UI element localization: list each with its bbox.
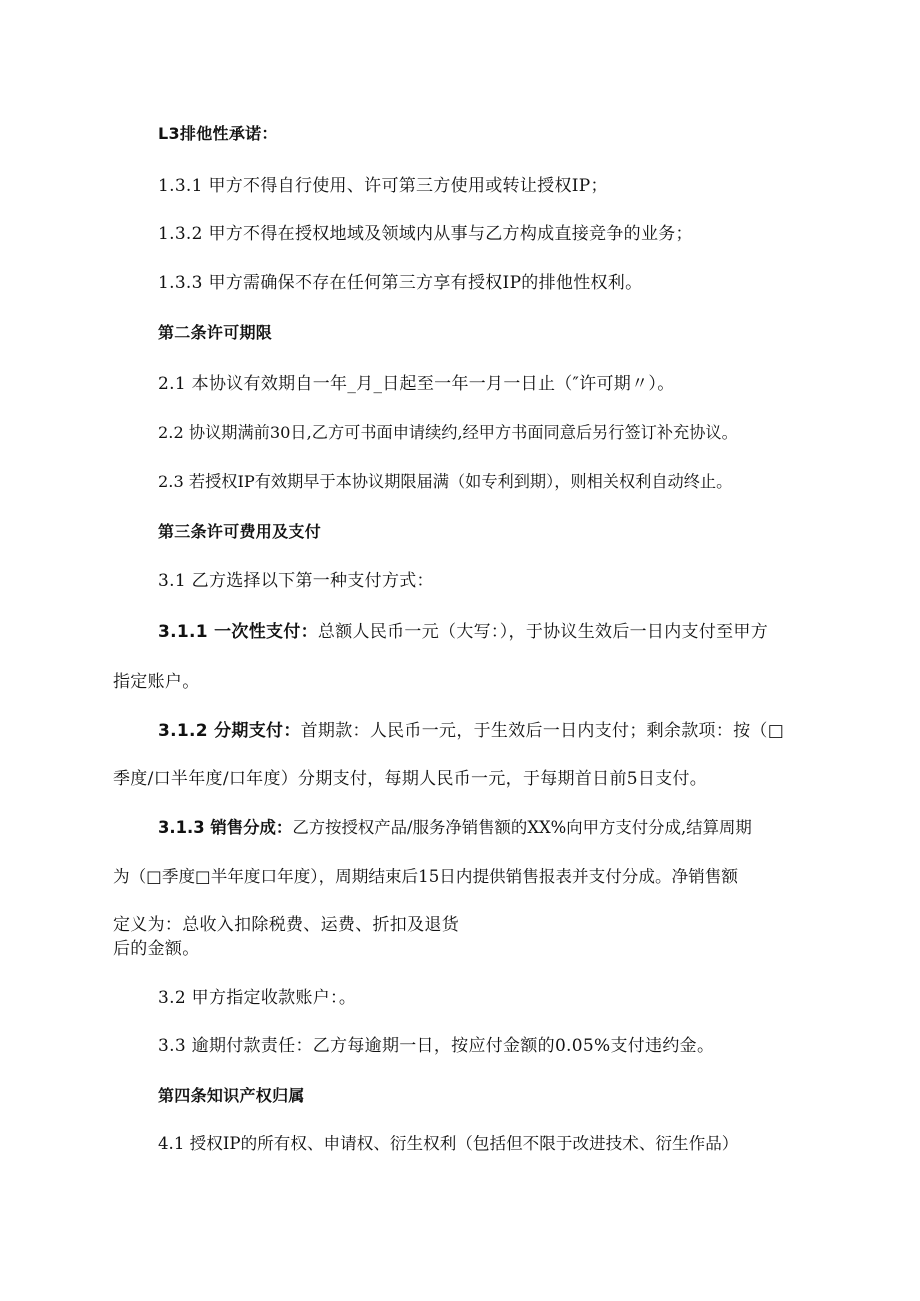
paragraph-3-1-3-lead: 3.1.3 销售分成： <box>158 818 293 837</box>
paragraph-3-1-1 <box>158 621 768 643</box>
article-heading-2: 第二条许可期限 <box>158 323 273 342</box>
paragraph-3-1: 3.1 乙方选择以下第一种支付方式： <box>158 571 434 591</box>
paragraph-3-2: 3.2 甲方指定收款账户：。 <box>158 988 357 1008</box>
paragraph-2-2: 2.2 协议期满前30日,乙方可书面申请续约,经甲方书面同意后另行签订补充协议。 <box>158 423 738 442</box>
paragraph-3-1-2-continuation: 季度/口半年度/口年度）分期支付，每期人民币一元，于每期首日前5日支付。 <box>113 769 708 789</box>
paragraph-1-3-3: 1.3.3 甲方需确保不存在任何第三方享有授权IP的排他性权利。 <box>158 273 643 293</box>
article-heading-4: 第四条知识产权归属 <box>158 1086 305 1105</box>
article-heading-3: 第三条许可费用及支付 <box>158 522 322 541</box>
paragraph-3-3: 3.3 逾期付款责任：乙方每逾期一日，按应付金额的0.05%支付违约金。 <box>158 1036 715 1056</box>
paragraph-1-3-2: 1.3.2 甲方不得在授权地域及领域内从事与乙方构成直接竞争的业务； <box>158 224 693 244</box>
paragraph-3-1-2 <box>158 720 784 742</box>
paragraph-3-1-3-continuation-1: 为（□季度□半年度口年度），周期结束后15日内提供销售报表并支付分成。净销售额 <box>113 867 738 886</box>
paragraph-2-1: 2.1 本协议有效期自一年_月_日起至一年一月一日止（″许可期〃）。 <box>158 374 675 394</box>
paragraph-3-1-3 <box>158 817 752 839</box>
paragraph-3-1-2-lead: 3.1.2 分期支付： <box>158 721 301 741</box>
paragraph-4-1: 4.1 授权IP的所有权、申请权、衍生权利（包括但不限于改进技术、衍生作品） <box>158 1134 739 1153</box>
paragraph-3-1-1-lead: 3.1.1 一次性支付： <box>158 622 318 642</box>
paragraph-2-3: 2.3 若授权IP有效期早于本协议期限届满（如专利到期），则相关权利自动终止。 <box>158 472 733 491</box>
paragraph-3-1-1-continuation: 指定账户。 <box>113 672 200 692</box>
paragraph-3-1-2-text: 首期款：人民币一元，于生效后一日内支付；剩余款项：按（□ <box>300 721 785 741</box>
paragraph-3-1-3-continuation-2: 定义为：总收入扣除税费、运费、折扣及退货 <box>113 915 459 935</box>
paragraph-3-1-1-text: 总额人民币一元（大写：），于协议生效后一日内支付至甲方 <box>317 622 769 642</box>
paragraph-1-3-1: 1.3.1 甲方不得自行使用、许可第三方使用或转让授权IP； <box>158 176 608 196</box>
section-heading-1-3: L3排他性承诺： <box>158 124 278 143</box>
paragraph-3-1-3-text: 乙方按授权产品/服务净销售额的XX%向甲方支付分成,结算周期 <box>292 818 752 837</box>
paragraph-3-1-3-continuation-3: 后的金额。 <box>113 939 200 959</box>
